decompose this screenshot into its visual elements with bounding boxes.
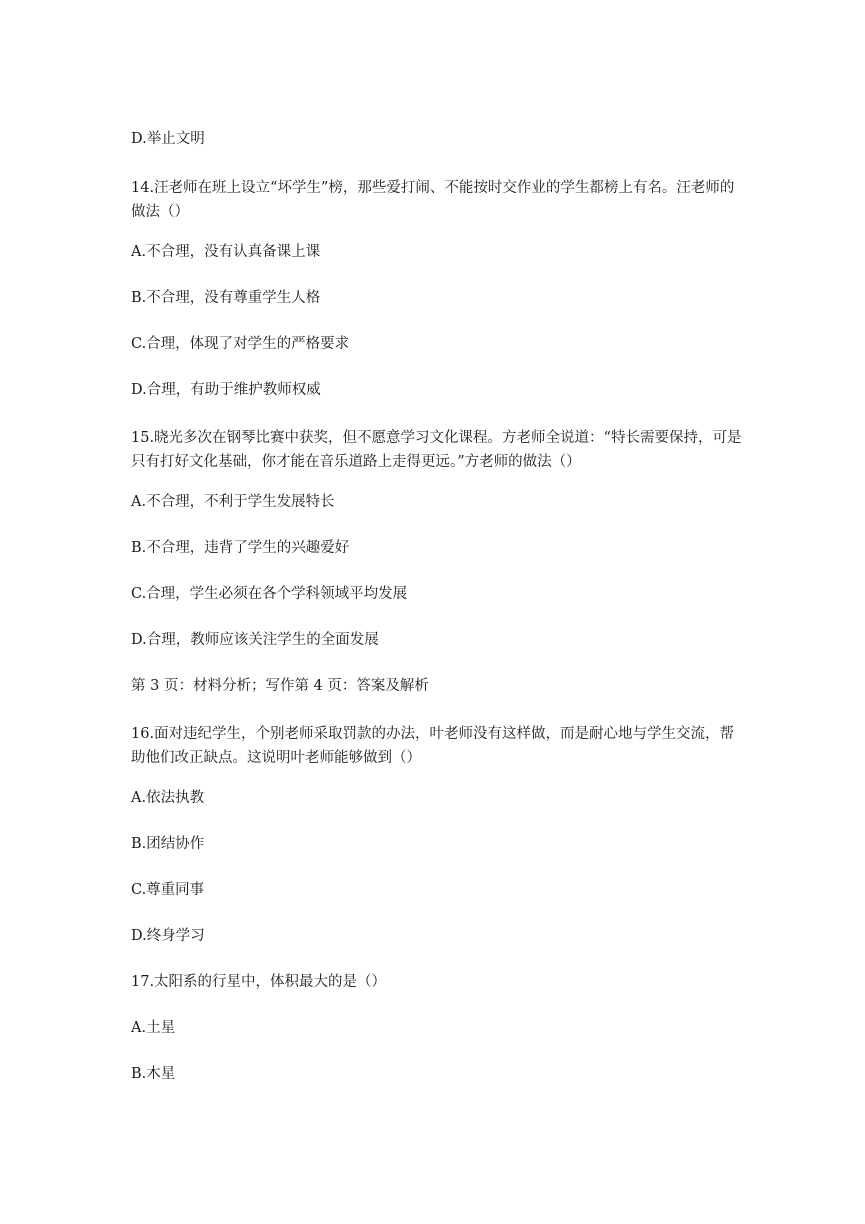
- option-17a: A.土星: [131, 1020, 176, 1036]
- option-15d: D.合理，教师应该关注学生的全面发展: [131, 632, 379, 648]
- option-16c: C.尊重同事: [131, 882, 205, 898]
- option-13d: D.举止文明: [131, 131, 205, 147]
- question-16: 16.面对违纪学生，个别老师采取罚款的办法，叶老师没有这样做，而是耐心地与学生交流，帮助他们改正缺点。这说明叶老师能够做到（）: [131, 726, 735, 766]
- section-note: 第 3 页：材料分析；写作第 4 页：答案及解析: [131, 678, 429, 694]
- option-14c: C.合理，体现了对学生的严格要求: [131, 336, 350, 352]
- option-15b: B.不合理，违背了学生的兴趣爱好: [131, 540, 350, 556]
- option-14a: A.不合理，没有认真备课上课: [131, 244, 321, 260]
- option-16a: A.依法执教: [131, 790, 205, 806]
- question-14: 14.汪老师在班上设立“坏学生”榜，那些爱打闹、不能按时交作业的学生都榜上有名。汪老师的做法（）: [131, 180, 735, 220]
- option-15a: A.不合理，不利于学生发展特长: [131, 494, 335, 510]
- option-16d: D.终身学习: [131, 928, 205, 944]
- option-16b: B.团结协作: [131, 836, 205, 852]
- option-15c: C.合理，学生必须在各个学科领域平均发展: [131, 586, 408, 602]
- question-15: 15.晓光多次在钢琴比赛中获奖，但不愿意学习文化课程。方老师全说道：“特长需要保持，可是只有打好文化基础，你才能在音乐道路上走得更远。”方老师的做法（）: [131, 430, 742, 470]
- option-14b: B.不合理，没有尊重学生人格: [131, 290, 321, 306]
- question-17: 17.太阳系的行星中，体积最大的是（）: [131, 974, 387, 990]
- option-14d: D.合理，有助于维护教师权威: [131, 382, 321, 398]
- option-17b: B.木星: [131, 1066, 176, 1082]
